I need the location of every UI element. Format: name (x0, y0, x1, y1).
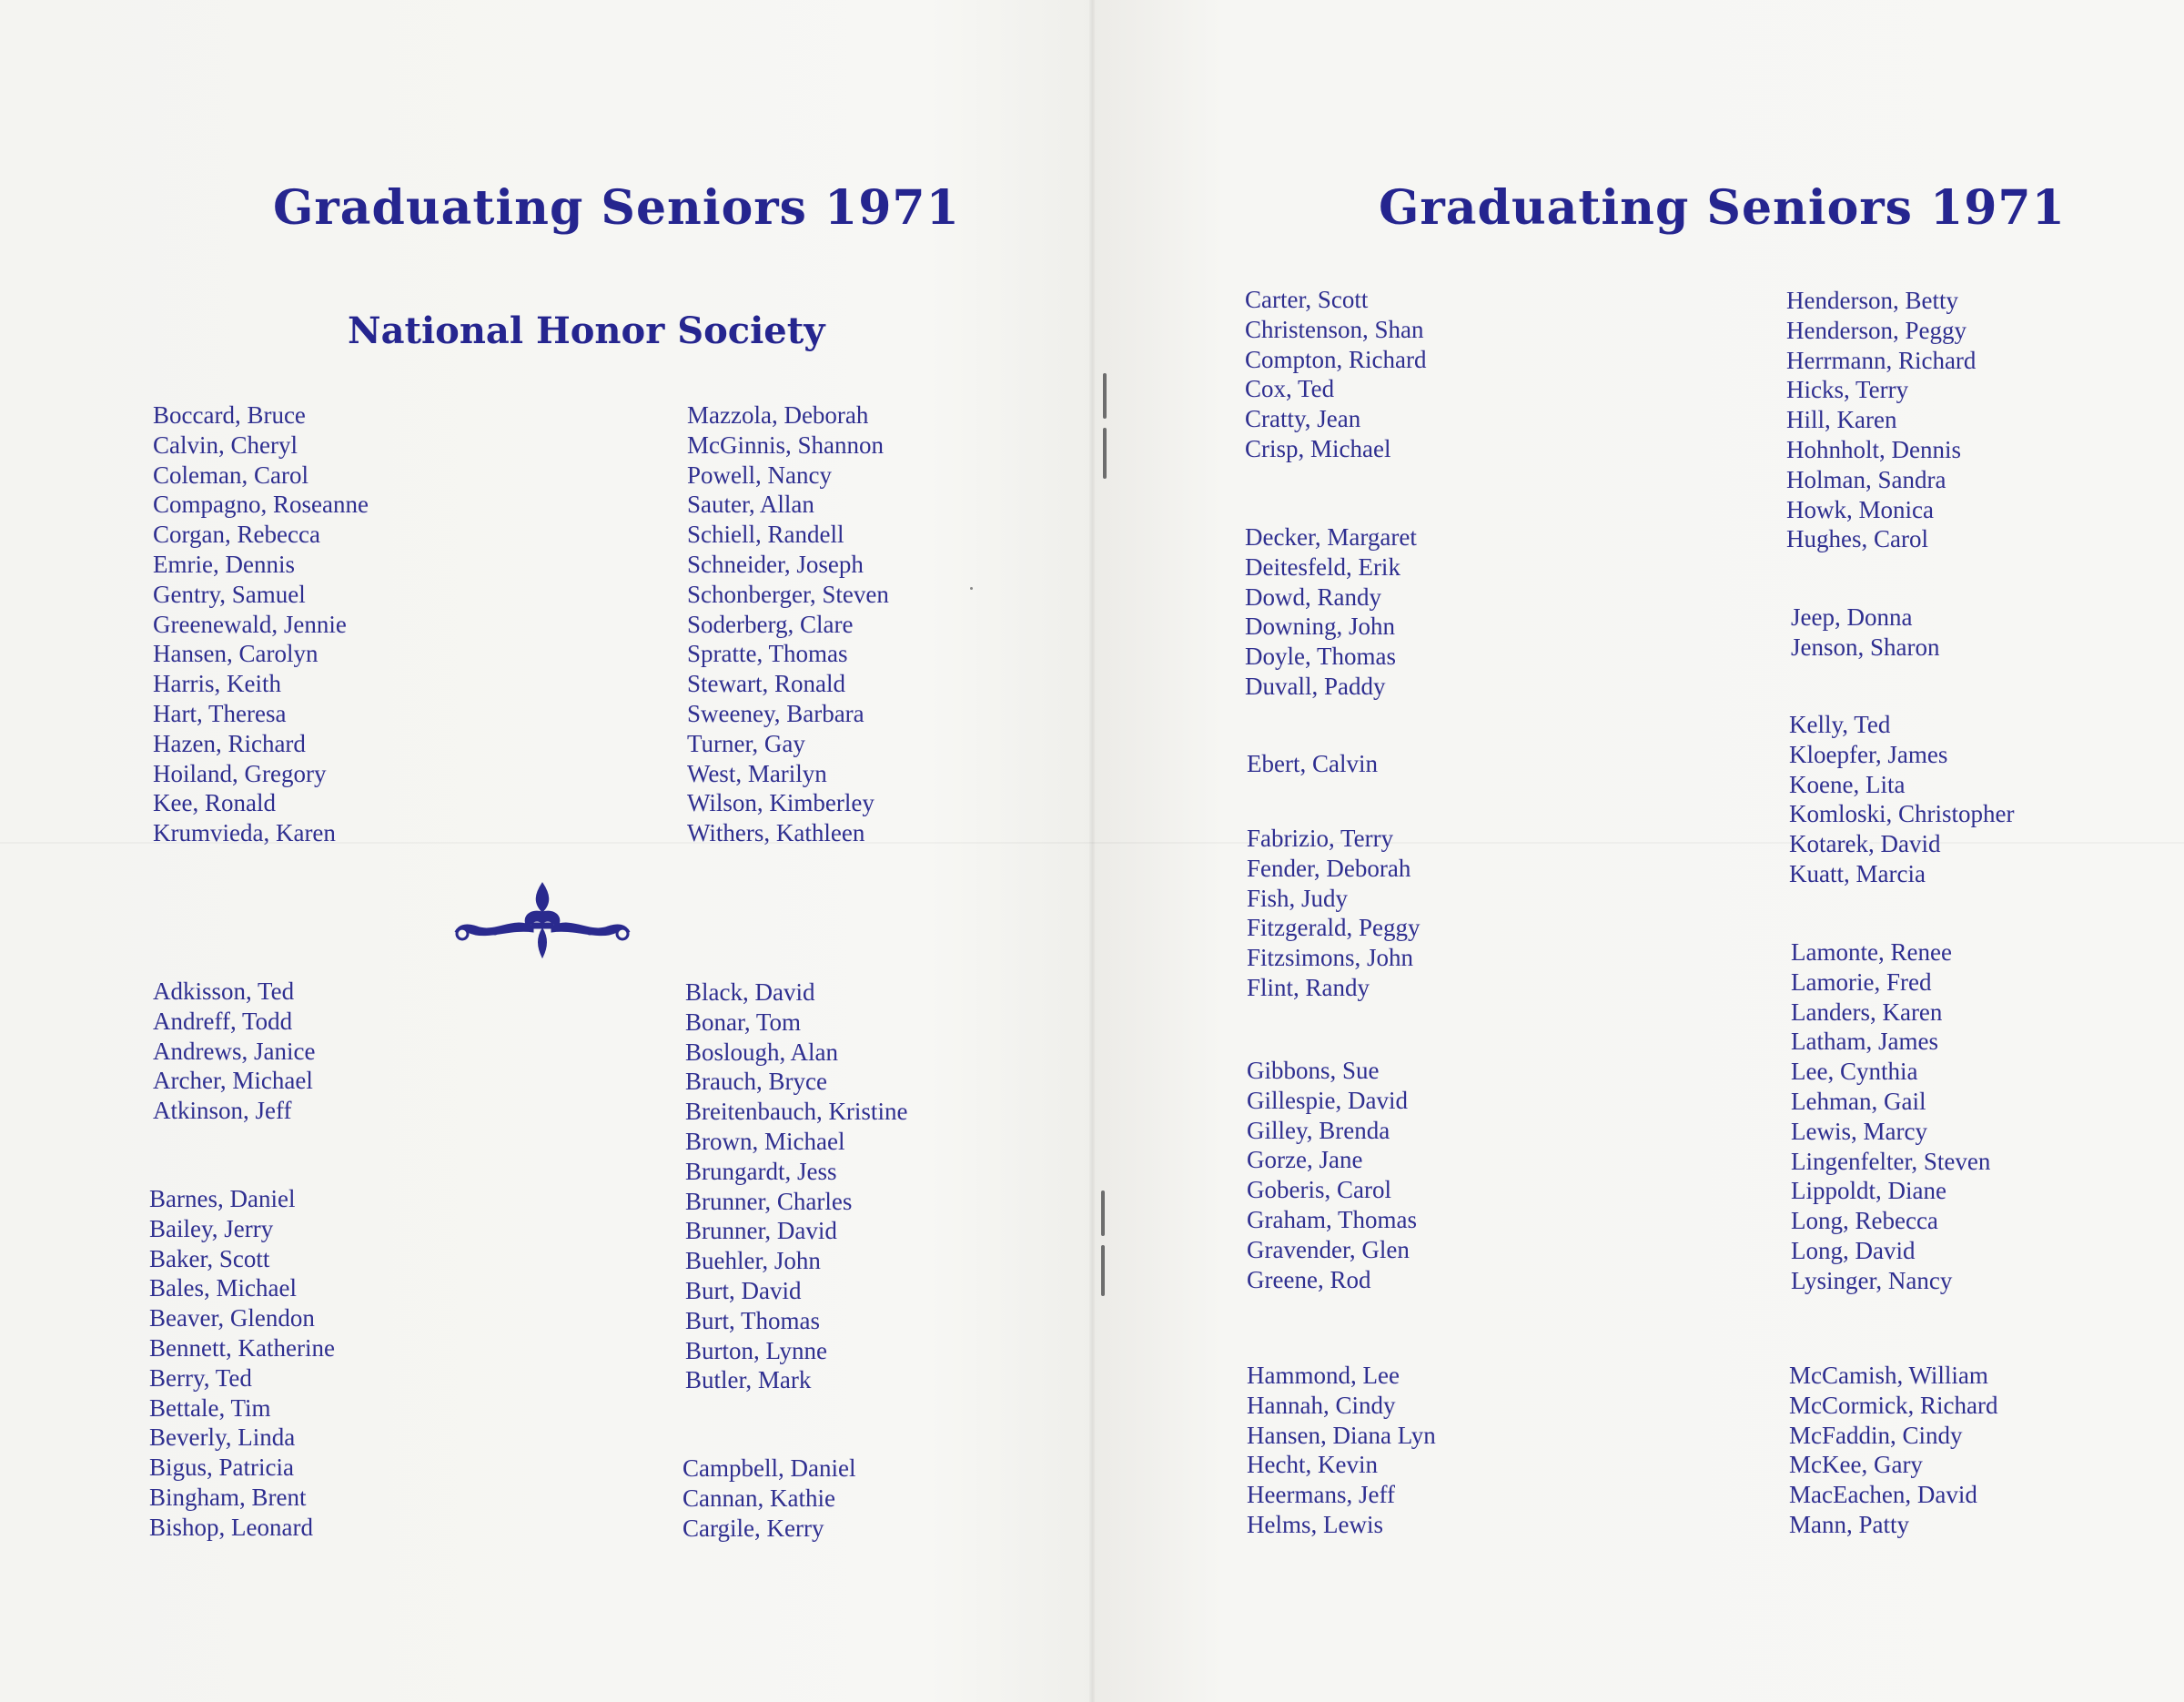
senior-name: Bishop, Leonard (149, 1513, 313, 1541)
senior-name: Deitesfeld, Erik (1245, 552, 1400, 581)
fleur-de-lis-ornament-icon (450, 881, 635, 963)
honor-society-list-2 (687, 400, 889, 848)
senior-name: Hansen, Carolyn (153, 640, 318, 668)
seniors-list-f (1247, 824, 1420, 1003)
senior-name: Brauch, Bryce (685, 1068, 827, 1096)
senior-name: Bales, Michael (149, 1274, 297, 1302)
senior-name: Jenson, Sharon (1791, 633, 1940, 661)
senior-name: Koene, Lita (1789, 770, 1906, 798)
senior-name: Beverly, Linda (149, 1423, 296, 1452)
senior-name: Downing, John (1245, 613, 1396, 641)
senior-name: McKee, Gary (1789, 1451, 1923, 1479)
senior-name: Calvin, Cheryl (153, 431, 298, 459)
senior-name: Gillespie, David (1247, 1086, 1408, 1114)
senior-name: Andreff, Todd (153, 1007, 293, 1035)
senior-name: Gilley, Brenda (1247, 1116, 1390, 1144)
senior-name: Lippoldt, Diane (1791, 1177, 1946, 1205)
senior-name: Hannah, Cindy (1247, 1391, 1396, 1419)
senior-name: Howk, Monica (1786, 495, 1934, 523)
right-page (1092, 0, 2184, 1702)
senior-name: Long, Rebecca (1791, 1207, 1938, 1235)
senior-name: Bailey, Jerry (149, 1214, 274, 1242)
senior-name: Kotarek, David (1789, 830, 1941, 858)
senior-name: Christenson, Shan (1245, 315, 1424, 343)
senior-name: Bingham, Brent (149, 1483, 307, 1511)
center-fold (1089, 0, 1095, 1702)
senior-name: Burt, David (685, 1276, 802, 1304)
senior-name: Harris, Keith (153, 670, 281, 698)
senior-name: Krumvieda, Karen (153, 819, 336, 847)
senior-name: Hohnholt, Dennis (1786, 435, 1961, 463)
senior-name: Carter, Scott (1245, 286, 1369, 313)
senior-name: Lamonte, Renee (1791, 938, 1952, 966)
senior-name: Crisp, Michael (1245, 434, 1391, 462)
senior-name: Beaver, Glendon (149, 1304, 315, 1332)
senior-name: Bonar, Tom (685, 1008, 802, 1036)
senior-name: Flint, Randy (1247, 973, 1370, 1001)
seniors-list-j (1791, 603, 1940, 663)
senior-name: McGinnis, Shannon (687, 431, 884, 459)
seniors-list-k (1789, 710, 2015, 889)
senior-name: Hoiland, Gregory (153, 759, 327, 787)
senior-name: Cratty, Jean (1245, 405, 1361, 433)
staple-icon (1103, 428, 1107, 479)
right-page-title: Graduating Seniors 1971 (1379, 180, 2066, 236)
senior-name: Lewis, Marcy (1791, 1117, 1927, 1145)
senior-name: Schneider, Joseph (687, 550, 864, 578)
senior-name: Cargile, Kerry (682, 1514, 824, 1542)
senior-name: Helms, Lewis (1247, 1510, 1383, 1538)
senior-name: Brown, Michael (685, 1127, 845, 1155)
senior-name: Gorze, Jane (1247, 1146, 1363, 1174)
seniors-list-c (682, 1454, 855, 1543)
senior-name: Kloepfer, James (1789, 740, 1948, 768)
senior-name: Holman, Sandra (1786, 465, 1946, 493)
senior-name: Long, David (1791, 1236, 1916, 1264)
senior-name: Hecht, Kevin (1247, 1451, 1378, 1479)
senior-name: Lehman, Gail (1791, 1087, 1926, 1115)
senior-name: Breitenbauch, Kristine (685, 1098, 908, 1126)
senior-name: West, Marilyn (687, 759, 827, 787)
seniors-list-m (1789, 1361, 1997, 1540)
senior-name: Heermans, Jeff (1247, 1481, 1395, 1509)
senior-name: Greene, Rod (1247, 1265, 1371, 1293)
senior-name: Buehler, John (685, 1247, 821, 1275)
senior-name: Campbell, Daniel (682, 1454, 856, 1482)
senior-name: Fish, Judy (1247, 884, 1349, 912)
senior-name: Fitzgerald, Peggy (1247, 914, 1421, 942)
seniors-list-b2 (685, 978, 907, 1395)
senior-name: Turner, Gay (687, 729, 805, 757)
seniors-list-g (1247, 1056, 1417, 1294)
honor-society-list-1 (153, 400, 369, 848)
senior-name: Corgan, Rebecca (153, 521, 320, 549)
senior-name: Ebert, Calvin (1247, 750, 1378, 777)
senior-name: Powell, Nancy (687, 461, 832, 489)
senior-name: Spratte, Thomas (687, 640, 848, 668)
staple-icon (1101, 1245, 1105, 1296)
senior-name: Adkisson, Ted (153, 978, 295, 1005)
senior-name: Archer, Michael (153, 1067, 313, 1095)
senior-name: Herrmann, Richard (1786, 346, 1977, 374)
seniors-list-a (153, 977, 315, 1126)
seniors-list-h2 (1786, 286, 1976, 554)
staple-icon (1101, 1190, 1105, 1236)
senior-name: Hill, Karen (1786, 406, 1897, 434)
senior-name: MacEachen, David (1789, 1481, 1977, 1509)
senior-name: Lysinger, Nancy (1791, 1266, 1953, 1294)
left-page-title: Graduating Seniors 1971 (273, 180, 960, 236)
senior-name: Landers, Karen (1791, 998, 1943, 1026)
senior-name: McCormick, Richard (1789, 1391, 1998, 1419)
senior-name: Brunner, Charles (685, 1187, 853, 1215)
senior-name: Cannan, Kathie (682, 1484, 835, 1512)
senior-name: Gravender, Glen (1247, 1235, 1410, 1263)
senior-name: Coleman, Carol (153, 461, 308, 489)
senior-name: Brungardt, Jess (685, 1157, 837, 1185)
senior-name: Fender, Deborah (1247, 854, 1411, 882)
senior-name: Stewart, Ronald (687, 670, 845, 698)
senior-name: Hansen, Diana Lyn (1247, 1421, 1436, 1449)
staple-icon (1103, 373, 1107, 419)
senior-name: Graham, Thomas (1247, 1205, 1417, 1233)
senior-name: Lingenfelter, Steven (1791, 1147, 1991, 1175)
senior-name: Hazen, Richard (153, 729, 306, 757)
senior-name: Mazzola, Deborah (687, 401, 869, 429)
seniors-list-d (1245, 522, 1417, 702)
senior-name: Hart, Theresa (153, 699, 287, 727)
senior-name: Latham, James (1791, 1028, 1938, 1056)
senior-name: Gentry, Samuel (153, 580, 306, 608)
senior-name: Boccard, Bruce (153, 401, 306, 429)
senior-name: Goberis, Carol (1247, 1176, 1391, 1204)
senior-name: Hammond, Lee (1247, 1362, 1400, 1389)
senior-name: Duvall, Paddy (1245, 672, 1386, 700)
senior-name: Schonberger, Steven (687, 580, 889, 608)
seniors-list-h (1247, 1361, 1436, 1540)
senior-name: McCamish, William (1789, 1362, 1988, 1389)
senior-name: Hicks, Terry (1786, 376, 1909, 404)
senior-name: Dowd, Randy (1245, 583, 1381, 611)
senior-name: Sauter, Allan (687, 491, 814, 519)
honor-society-heading: National Honor Society (348, 309, 825, 352)
senior-name: Bennett, Katherine (149, 1333, 335, 1362)
senior-name: Jeep, Donna (1791, 603, 1913, 631)
senior-name: Butler, Mark (685, 1366, 812, 1394)
senior-name: Barnes, Daniel (149, 1185, 296, 1212)
senior-name: Emrie, Dennis (153, 550, 295, 578)
seniors-list-c-cont (1245, 285, 1426, 464)
senior-name: Baker, Scott (149, 1244, 270, 1272)
senior-name: Brunner, David (685, 1217, 837, 1245)
senior-name: Bettale, Tim (149, 1393, 271, 1422)
senior-name: Gibbons, Sue (1247, 1057, 1380, 1084)
senior-name: McFaddin, Cindy (1789, 1421, 1963, 1449)
senior-name: Burt, Thomas (685, 1306, 820, 1334)
senior-name: Bigus, Patricia (149, 1454, 294, 1482)
senior-name: Decker, Margaret (1245, 523, 1417, 551)
senior-name: Atkinson, Jeff (153, 1097, 292, 1125)
senior-name: Wilson, Kimberley (687, 789, 875, 817)
senior-name: Soderberg, Clare (687, 610, 854, 638)
senior-name: Mann, Patty (1789, 1510, 1909, 1538)
senior-name: Doyle, Thomas (1245, 643, 1396, 671)
senior-name: Hughes, Carol (1786, 525, 1928, 553)
senior-name: Komloski, Christopher (1789, 800, 2015, 828)
senior-name: Andrews, Janice (153, 1037, 316, 1065)
senior-name: Lamorie, Fred (1791, 968, 1932, 996)
senior-name: Burton, Lynne (685, 1336, 827, 1364)
senior-name: Kee, Ronald (153, 789, 276, 817)
senior-name: Withers, Kathleen (687, 819, 865, 847)
senior-name: Boslough, Alan (685, 1038, 839, 1066)
senior-name: Black, David (685, 978, 815, 1006)
seniors-list-l (1791, 937, 1990, 1296)
senior-name: Henderson, Peggy (1786, 316, 1967, 344)
senior-name: Cox, Ted (1245, 375, 1335, 403)
senior-name: Compton, Richard (1245, 345, 1427, 373)
senior-name: Fitzsimons, John (1247, 944, 1414, 972)
senior-name: Kelly, Ted (1789, 711, 1891, 738)
senior-name: Henderson, Betty (1786, 287, 1958, 314)
senior-name: Fabrizio, Terry (1247, 825, 1394, 852)
senior-name: Schiell, Randell (687, 521, 844, 549)
seniors-list-e (1247, 749, 1378, 779)
senior-name: Greenewald, Jennie (153, 610, 347, 638)
senior-name: Lee, Cynthia (1791, 1058, 1918, 1086)
senior-name: Berry, Ted (149, 1363, 252, 1392)
paper-speck (970, 587, 973, 590)
senior-name: Sweeney, Barbara (687, 699, 864, 727)
senior-name: Kuatt, Marcia (1789, 859, 1926, 887)
senior-name: Compagno, Roseanne (153, 491, 369, 519)
seniors-list-b (149, 1184, 335, 1543)
